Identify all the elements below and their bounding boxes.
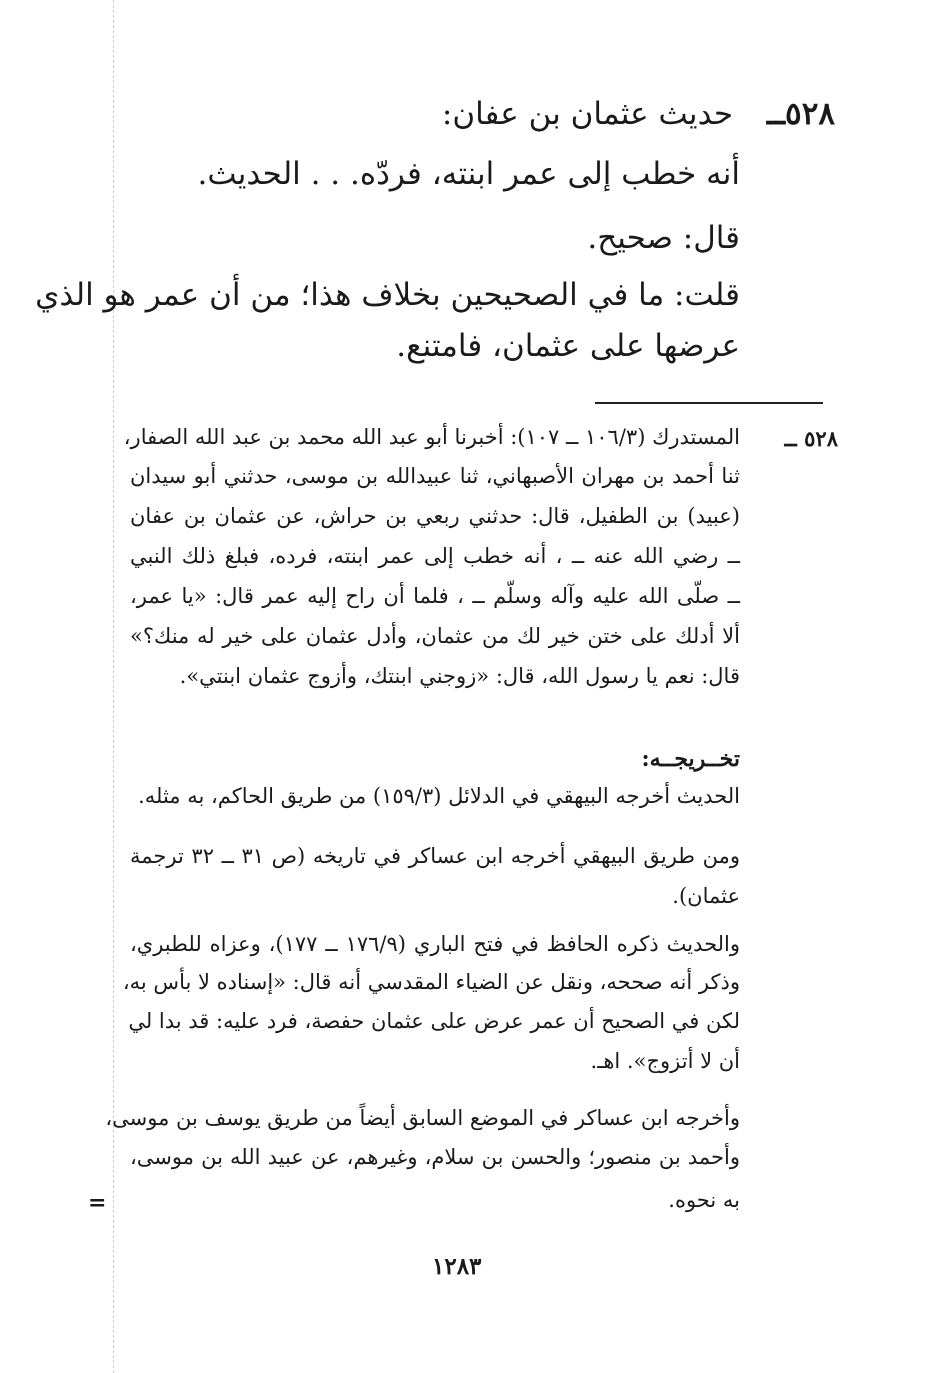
footnote-line: المستدرك (١٠٦/٣ ــ ١٠٧): أخبرنا أبو عبد الله محمد بن عبد الله الصفار، bbox=[123, 425, 740, 449]
takhrij-paragraph-line: وأخرجه ابن عساكر في الموضع السابق أيضاً من طريق يوسف بن موسى، bbox=[105, 1106, 740, 1130]
entry-title: حديث عثمان بن عفان: bbox=[441, 96, 733, 132]
takhrij-paragraph-line: ومن طريق البيهقي أخرجه ابن عساكر في تاريخه (ص ٣١ ــ ٣٢ ترجمة bbox=[130, 844, 740, 868]
footnote-separator bbox=[595, 402, 823, 404]
footnote-line: قال: نعم يا رسول الله، قال: «زوجني ابنتك، وأزوج عثمان ابنتي». bbox=[179, 664, 740, 688]
page-number: ١٢٨٣ bbox=[432, 1253, 482, 1280]
takhrij-paragraph-line: وأحمد بن منصور؛ والحسن بن سلام، وغيرهم، عن عبيد الله بن موسى، bbox=[130, 1145, 740, 1169]
entry-number: ٥٢٨ــ bbox=[766, 96, 835, 132]
takhrij-heading: تخــريجــه: bbox=[641, 746, 740, 772]
takhrij-paragraph-line: أن لا أتزوج». اهـ. bbox=[590, 1049, 740, 1073]
takhrij-paragraph-line: به نحوه. bbox=[668, 1188, 740, 1212]
takhrij-paragraph-line: وذكر أنه صححه، ونقل عن الضياء المقدسي أنه قال: «إسناده لا بأس به، bbox=[122, 970, 740, 994]
takhrij-paragraph-line: والحديث ذكره الحافظ في فتح الباري (١٧٦/٩ ــ ١٧٧)، وعزاه للطبري، bbox=[130, 932, 741, 956]
entry-text-line: قال: صحيح. bbox=[587, 220, 740, 256]
footnote-line: ــ صلّى الله عليه وآله وسلّم ــ ، فلما أن راح إليه عمر قال: «يا عمر، bbox=[130, 584, 740, 608]
entry-text-line: أنه خطب إلى عمر ابنته، فردّه. . . الحديث. bbox=[197, 156, 740, 192]
binding-guide-line bbox=[113, 0, 114, 1373]
takhrij-paragraph-line: لكن في الصحيح أن عمر عرض على عثمان حفصة، فرد عليه: قد بدا لي bbox=[128, 1009, 740, 1033]
continuation-mark: = bbox=[88, 1190, 107, 1216]
footnote-line: ثنا أحمد بن مهران الأصبهاني، ثنا عبيدالله بن موسى، حدثني أبو سيدان bbox=[130, 464, 740, 488]
footnote-line: ــ رضي الله عنه ــ ، أنه خطب إلى عمر ابنته، فرده، فبلغ ذلك النبي bbox=[130, 544, 740, 568]
entry-text-line: عرضها على عثمان، فامتنع. bbox=[396, 328, 740, 364]
footnote-line: ألا أدلك على ختن خير لك من عثمان، وأدل عثمان على خير له منك؟» bbox=[130, 624, 740, 648]
footnote-number: ٥٢٨ ــ bbox=[784, 426, 838, 451]
takhrij-paragraph: الحديث أخرجه البيهقي في الدلائل (١٥٩/٣) من طريق الحاكم، به مثله. bbox=[138, 784, 740, 808]
takhrij-paragraph-line: عثمان). bbox=[672, 884, 740, 908]
entry-text-line: قلت: ما في الصحيحين بخلاف هذا؛ من أن عمر هو الذي bbox=[35, 277, 740, 313]
footnote-line: (عبيد) بن الطفيل، قال: حدثني ربعي بن حراش، عن عثمان بن عفان bbox=[130, 504, 740, 528]
